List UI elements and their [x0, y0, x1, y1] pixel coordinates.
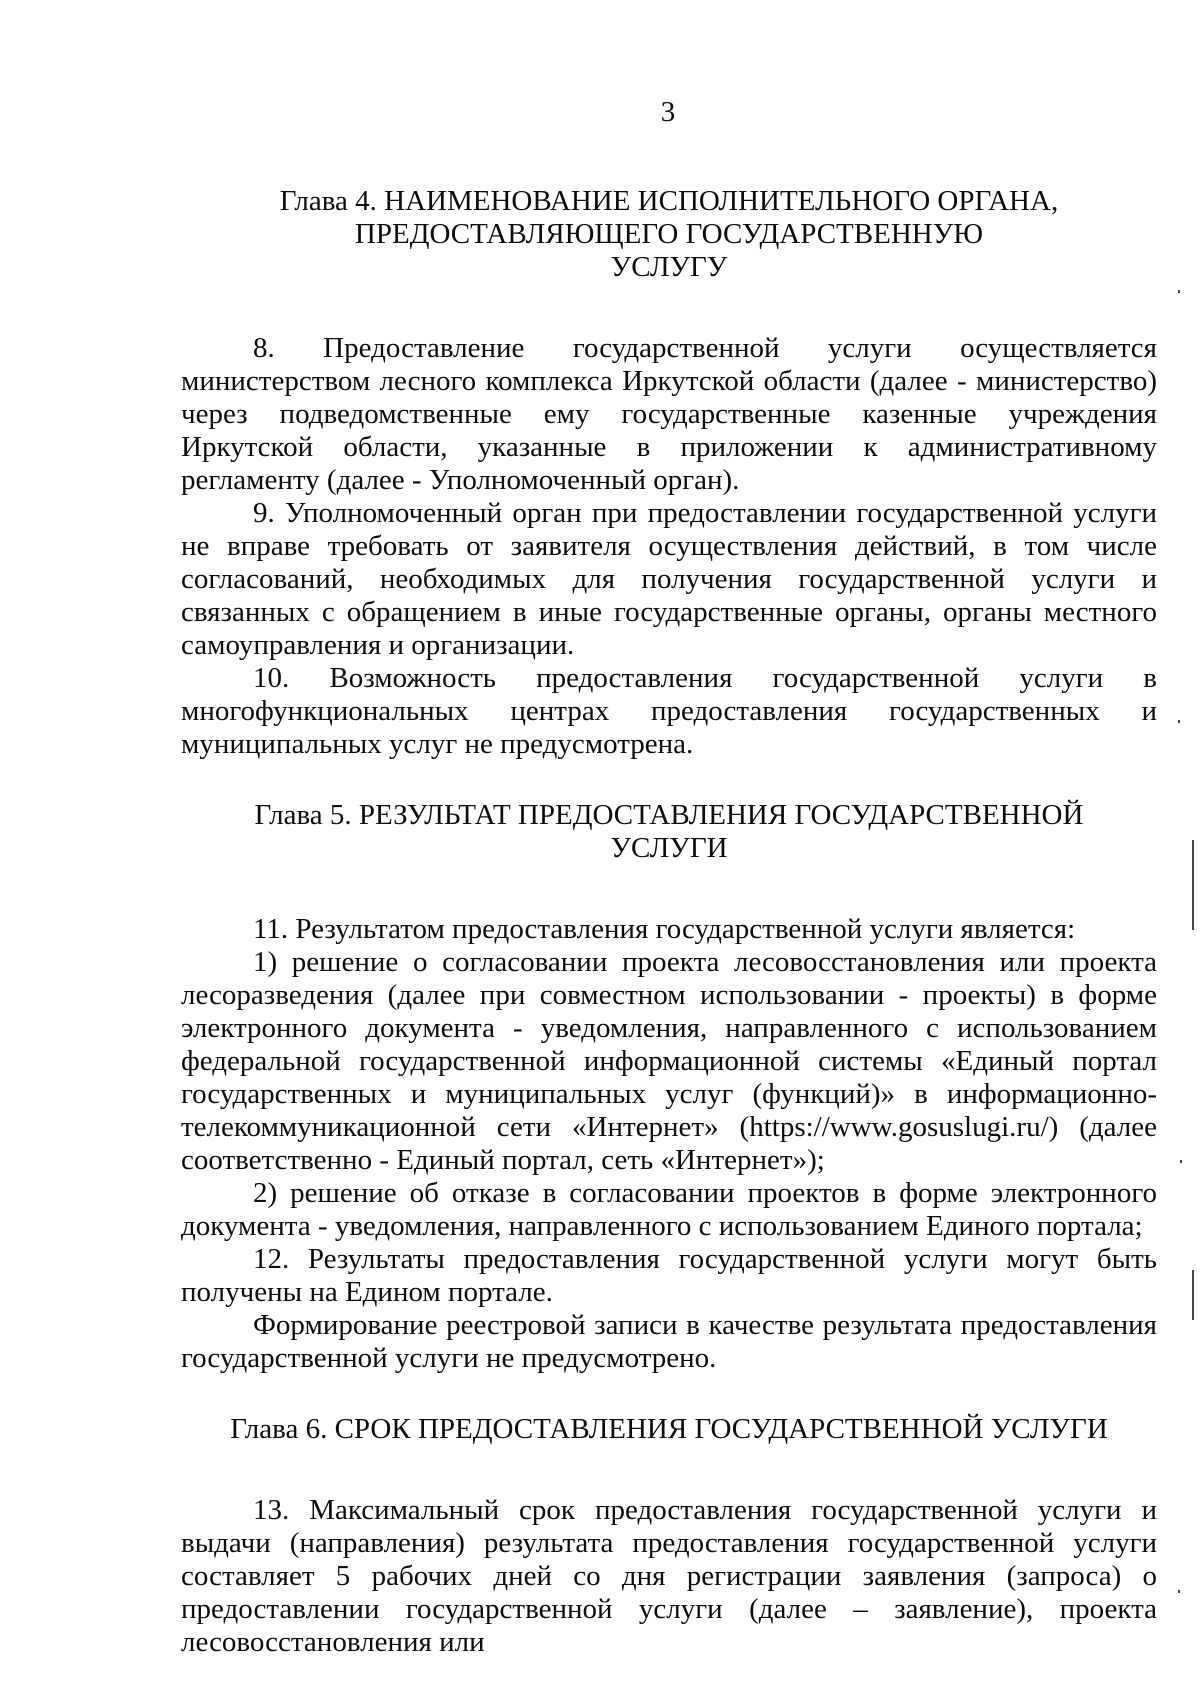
chapter-5-heading [181, 799, 1157, 865]
scan-mark [1178, 1590, 1180, 1593]
spacer [181, 284, 1157, 332]
paragraph-11-item-1: 1) решение о согласовании проекта лесовосстановления или проекта лесоразведения (далее при совместном использовании - проекты) в форме электронного документа - уведомления, направленного с использованием федеральной государственной информационной системы «Единый портал государственных и муниципальных услуг (функций)» в информационно-телекоммуникационной сети «Интернет» (https://www.gosuslugi.ru/) (далее соответственно - Единый портал, сеть «Интернет»); [181, 946, 1157, 1176]
chapter-5-heading-line: УСЛУГИ [610, 832, 728, 864]
scan-mark [1180, 1160, 1182, 1163]
chapter-4-heading-line: УСЛУГУ [610, 251, 728, 283]
scan-mark [1178, 290, 1180, 293]
paragraph-11: 11. Результатом предоставления государственной услуги является: [253, 913, 1076, 945]
chapter-4-heading [181, 185, 1157, 284]
chapter-4-heading-line: ПРЕДОСТАВЛЯЮЩЕГО ГОСУДАРСТВЕННУЮ [354, 218, 984, 250]
chapter-6-heading-line: Глава 6. СРОК ПРЕДОСТАВЛЕНИЯ ГОСУДАРСТВЕННОЙ УСЛУГИ [230, 1413, 1108, 1445]
paragraph-12: 12. Результаты предоставления государственной услуги могут быть получены на Едином портале. [181, 1243, 1157, 1308]
paragraph-10: 10. Возможность предоставления государственной услуги в многофункциональных центрах предоставления государственных и муниципальных услуг не предусмотрена. [181, 662, 1157, 760]
spacer [181, 865, 1157, 913]
paragraph-8: 8. Предоставление государственной услуги осуществляется министерством лесного комплекса Иркутской области (далее - министерство) через подведомственные ему государственные казенные учреждения Иркутской области, указанные в приложении к административному регламенту (далее - Уполномоченный орган). [181, 332, 1157, 496]
scan-mark [1178, 720, 1180, 723]
document-body [181, 185, 1157, 1659]
paragraph-11-item-2: 2) решение об отказе в согласовании проектов в форме электронного документа - уведомления, направленного с использованием Единого портала; [181, 1177, 1157, 1242]
chapter-6-heading [181, 1413, 1157, 1446]
paragraph-registry-note: Формирование реестровой записи в качестве результата предоставления государственной услуги не предусмотрено. [181, 1309, 1157, 1374]
chapter-4-heading-line: Глава 4. НАИМЕНОВАНИЕ ИСПОЛНИТЕЛЬНОГО ОРГАНА, [279, 185, 1059, 217]
spacer [181, 761, 1157, 799]
chapter-5-heading-line: Глава 5. РЕЗУЛЬТАТ ПРЕДОСТАВЛЕНИЯ ГОСУДАРСТВЕННОЙ [254, 799, 1084, 831]
spacer [181, 1446, 1157, 1494]
spacer [181, 1375, 1157, 1413]
scan-mark [1192, 1270, 1194, 1320]
paragraph-9: 9. Уполномоченный орган при предоставлении государственной услуги не вправе требовать от заявителя осуществления действий, в том числе согласований, необходимых для получения государственной услуги и связанных с обращением в иные государственные органы, органы местного самоуправления и организации. [181, 497, 1157, 661]
page-number: 3 [660, 96, 676, 128]
scan-mark [1192, 840, 1194, 930]
paragraph-13: 13. Максимальный срок предоставления государственной услуги и выдачи (направления) результата предоставления государственной услуги составляет 5 рабочих дней со дня регистрации заявления (запроса) о предоставлении государственной услуги (далее – заявление), проекта лесовосстановления или [181, 1494, 1157, 1658]
